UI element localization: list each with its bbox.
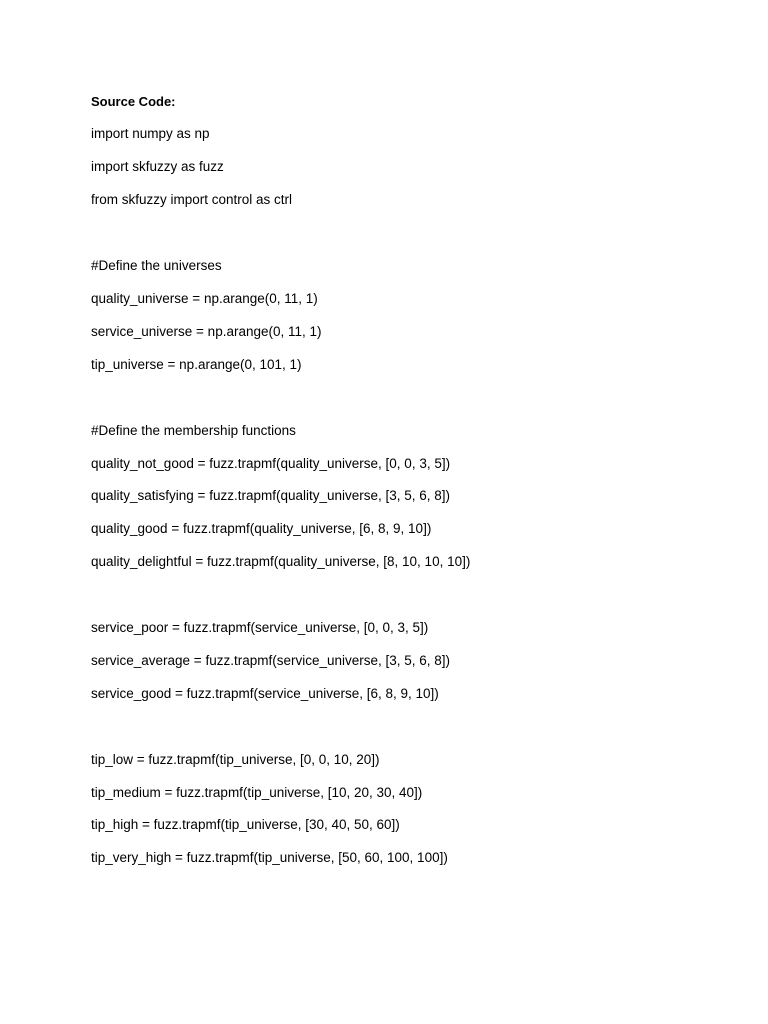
code-line-service-poor: service_poor = fuzz.trapmf(service_universe, [0, 0, 3, 5]) [91,620,429,635]
code-line-tip-low: tip_low = fuzz.trapmf(tip_universe, [0, 0, 10, 20]) [91,752,380,767]
code-comment-define-universes: #Define the universes [91,258,222,273]
code-line-import-numpy: import numpy as np [91,126,210,141]
code-line-quality-delightful: quality_delightful = fuzz.trapmf(quality_universe, [8, 10, 10, 10]) [91,554,471,569]
code-line-quality-satisfying: quality_satisfying = fuzz.trapmf(quality_universe, [3, 5, 6, 8]) [91,488,451,503]
code-line-service-universe: service_universe = np.arange(0, 11, 1) [91,324,322,339]
code-line-quality-good: quality_good = fuzz.trapmf(quality_universe, [6, 8, 9, 10]) [91,521,432,536]
code-line-quality-not-good: quality_not_good = fuzz.trapmf(quality_universe, [0, 0, 3, 5]) [91,456,451,471]
code-comment-define-membership: #Define the membership functions [91,423,296,438]
code-line-service-average: service_average = fuzz.trapmf(service_universe, [3, 5, 6, 8]) [91,653,451,668]
code-line-quality-universe: quality_universe = np.arange(0, 11, 1) [91,291,318,306]
code-line-import-control: from skfuzzy import control as ctrl [91,192,293,207]
code-line-tip-universe: tip_universe = np.arange(0, 101, 1) [91,357,302,372]
source-code-heading: Source Code: [91,94,176,109]
code-line-service-good: service_good = fuzz.trapmf(service_universe, [6, 8, 9, 10]) [91,686,439,701]
code-line-import-skfuzzy: import skfuzzy as fuzz [91,159,224,174]
code-line-tip-very-high: tip_very_high = fuzz.trapmf(tip_universe, [50, 60, 100, 100]) [91,850,448,865]
code-line-tip-medium: tip_medium = fuzz.trapmf(tip_universe, [10, 20, 30, 40]) [91,785,423,800]
code-line-tip-high: tip_high = fuzz.trapmf(tip_universe, [30, 40, 50, 60]) [91,817,400,832]
